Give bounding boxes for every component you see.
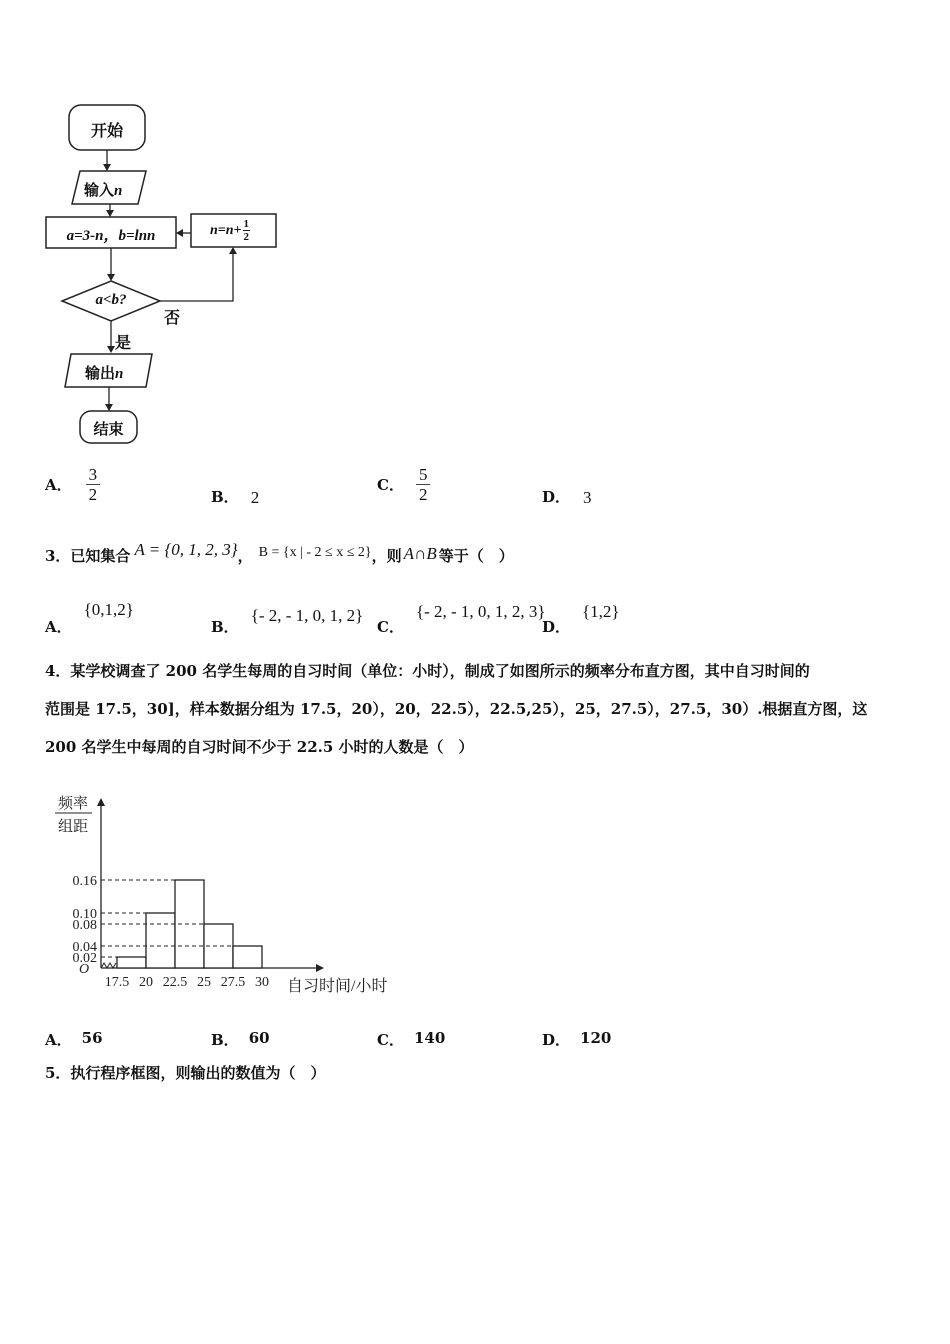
q4-option-c[interactable]: C． 140	[377, 1029, 446, 1049]
x-tick-label-1: 20	[139, 975, 153, 990]
q3-option-a[interactable]: A． {0,1,2}	[45, 600, 134, 636]
y-axis-label-top: 频率	[57, 796, 89, 812]
q3-option-d[interactable]: D． {1,2}	[542, 602, 620, 636]
q4-line-2: 范围是 17.5，30]，样本数据分组为 17.5，20），20，22.5），22.5,25），25，27.5），27.5，30）.根据直方图，这	[45, 700, 868, 718]
q3-option-c[interactable]: C． {- 2, - 1, 0, 1, 2, 3}	[377, 602, 546, 636]
y-tick-label-2: 0.08	[72, 918, 97, 933]
q2-option-c[interactable]: C． $\frac{5}{2}$	[377, 460, 430, 508]
x-tick-label-4: 27.5	[220, 975, 246, 990]
flowchart-decision-label: a<b?	[95, 292, 127, 308]
q2-option-b[interactable]: B． 2	[211, 487, 260, 507]
flowchart-yes-label: 是	[115, 333, 132, 352]
histogram-bar-1	[146, 913, 175, 968]
x-tick-label-5: 30	[255, 975, 269, 990]
x-axis-label: 自习时间/小时	[287, 978, 388, 995]
x-axis-arrow	[316, 964, 324, 972]
y-tick-label-4: 0.16	[72, 874, 97, 889]
q3-option-b[interactable]: B． {- 2, - 1, 0, 1, 2}	[211, 606, 364, 636]
q2-option-c-fraction: $\frac{5}{2}$	[416, 465, 431, 504]
y-axis-label-bottom: 组距	[57, 819, 89, 835]
q2-option-d[interactable]: D． 3	[542, 487, 592, 507]
q3-set-a: A = {0, 1, 2, 3}	[134, 540, 238, 559]
flowchart-process-label: a=3-n，b=lnn	[66, 228, 156, 244]
flowchart-end-label: 结束	[93, 420, 124, 438]
q4-option-a[interactable]: A． 56	[45, 1029, 103, 1049]
q4-option-b[interactable]: B． 60	[211, 1029, 270, 1049]
q2-option-a[interactable]: A． $\frac{3}{2}$	[45, 460, 100, 508]
q2-option-a-fraction: $\frac{3}{2}$	[86, 465, 101, 504]
q4-option-d[interactable]: D． 120	[542, 1029, 612, 1049]
question-5: 5．执行程序框图，则输出的数值为（ ）	[45, 1064, 326, 1082]
y-axis-arrow	[97, 798, 105, 806]
y-tick-label-3: 0.10	[72, 907, 97, 922]
axis-break-mark	[101, 963, 116, 968]
flowchart-increment-label: n=n+ $\frac{1}{2}$	[210, 218, 250, 243]
origin-label: O	[79, 962, 90, 977]
flowchart-no-label: 否	[164, 308, 181, 327]
flowchart-output-label: 输出n	[85, 364, 124, 382]
x-tick-label-0: 17.5	[104, 975, 130, 990]
x-tick-label-2: 22.5	[162, 975, 188, 990]
x-tick-label-3: 25	[197, 975, 211, 990]
frequency-histogram	[40, 788, 420, 1003]
y-tick-label-0: 0.02	[72, 951, 97, 966]
histogram-bar-0	[117, 957, 146, 968]
question-3: 3．已知集合 A = {0, 1, 2, 3} ， B = {x | - 2 ≤ x ≤ 2} ，则 A∩B 等于（ ）	[45, 540, 514, 565]
q4-line-1: 4．某学校调查了 200 名学生每周的自习时间（单位：小时），制成了如图所示的频率分布直方图，其中自习时间的	[45, 662, 810, 680]
flowchart-input-label: 输入n	[84, 181, 123, 199]
q3-intersection: A∩B	[403, 544, 437, 563]
y-tick-label-1: 0.04	[72, 940, 97, 955]
q4-line-3: 200 名学生中每周的自习时间不少于 22.5 小时的人数是（ ）	[45, 738, 474, 756]
q3-set-b: B = {x | - 2 ≤ x ≤ 2}	[258, 545, 372, 560]
histogram-bar-4	[233, 946, 262, 968]
flowchart-start-label: 开始	[90, 121, 123, 140]
